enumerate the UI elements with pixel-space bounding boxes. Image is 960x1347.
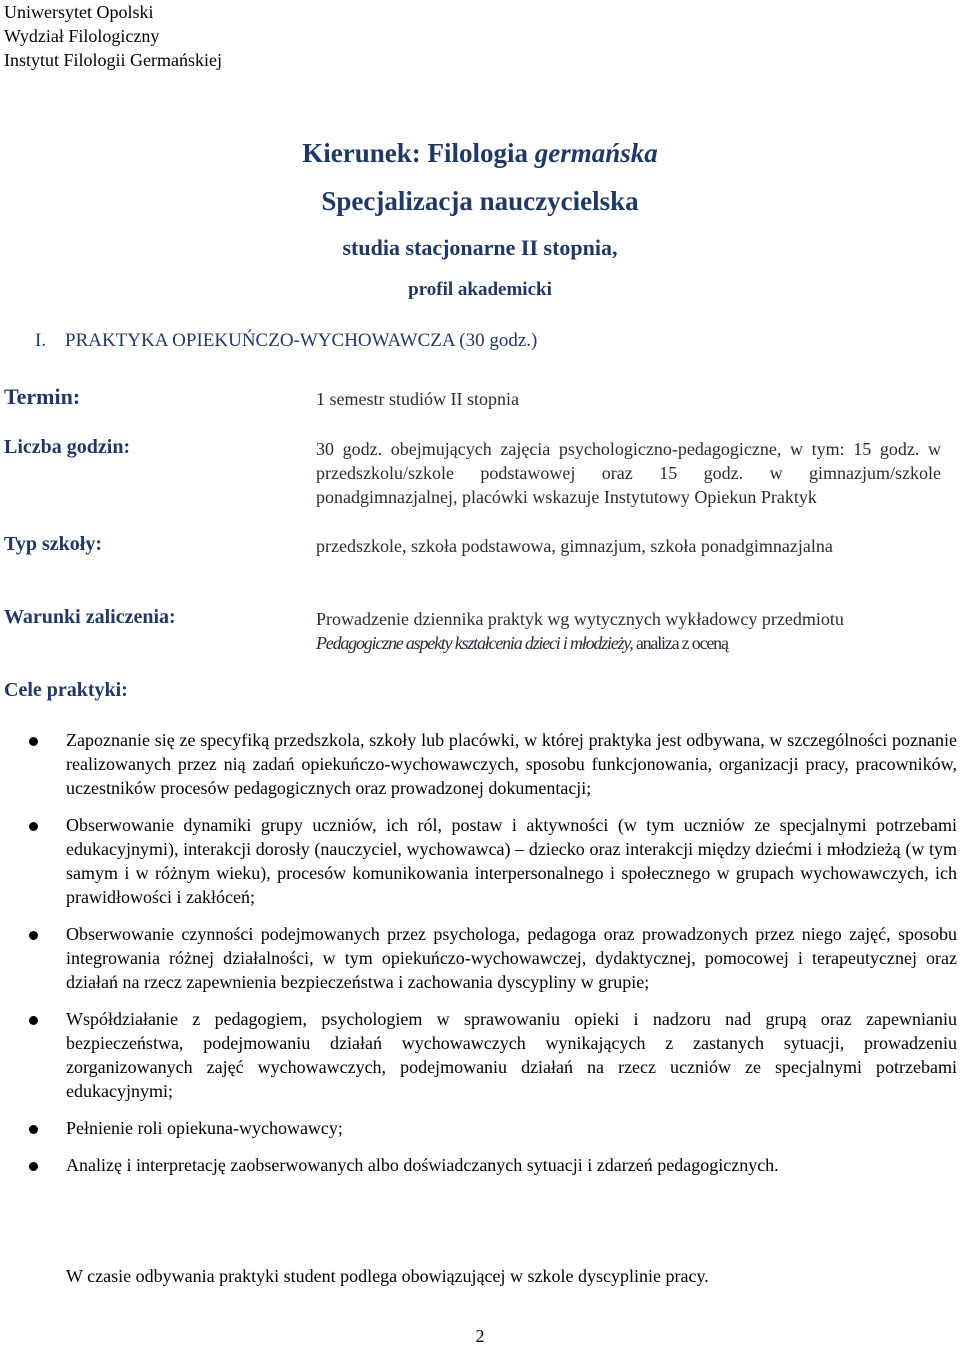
list-item xyxy=(66,1007,957,1103)
list-item xyxy=(66,922,957,994)
conditions-assessment: analiza z oceną xyxy=(632,633,728,653)
specialization-heading: Specjalizacja nauczycielska xyxy=(321,186,639,216)
goals-label: Cele praktyki: xyxy=(4,679,128,701)
list-item xyxy=(66,1116,957,1140)
section-title: PRAKTYKA OPIEKUŃCZO-WYCHOWAWCZA (30 godz.) xyxy=(65,330,538,351)
conditions-label: Warunki zaliczenia: xyxy=(4,606,176,628)
goal-text: Obserwowanie dynamiki grupy uczniów, ich ról, postaw i aktywności (w tym uczniów ze specjalnymi potrzebami edukacyjnymi), interakcji dorosły (nauczyciel, wychowawca) – dziecko oraz interakcji między dziećmi i młodzieżą (w tym samym i w różnym wieku), procesów komunikowania interpersonalnego i społecznego w grupach wychowawczych, ich prawidłowości i zakłóceń; xyxy=(66,815,957,907)
study-mode-heading: studia stacjonarne II stopnia, xyxy=(342,235,618,260)
goals-list xyxy=(0,728,960,1190)
section-number: I. xyxy=(35,330,47,351)
list-item xyxy=(66,1153,957,1177)
list-item xyxy=(66,813,957,909)
page-number: 2 xyxy=(475,1326,485,1346)
school-type-label: Typ szkoły: xyxy=(4,533,102,555)
hours-value: 30 godz. obejmujących zajęcia psychologiczno-pedagogiczne, w tym: 15 godz. w przedszkolu/szkole podstawowej oraz 15 godz. w gimnazjum/szkole ponadgimnazjalnej, placówki wskazuje Instytutowy Opiekun Praktyk xyxy=(316,439,941,507)
bullet-icon xyxy=(29,737,38,746)
goal-text: Pełnienie roli opiekuna-wychowawcy; xyxy=(66,1118,343,1138)
bullet-icon xyxy=(29,1016,38,1025)
field-of-study-prefix: Kierunek: Filologia xyxy=(302,138,535,168)
bullet-icon xyxy=(29,1162,38,1171)
goal-text: Współdziałanie z pedagogiem, psychologiem w sprawowaniu opieki i nadzoru nad grupą oraz zapewnianiu bezpieczeństwa, podejmowaniu działań wychowawczych wynikających z zastanych sytuacji, prowadzeniu zorganizowanych zajęć wychowawczych, podejmowaniu działań na rzecz uczniów ze specjalnymi potrzebami edukacyjnymi; xyxy=(66,1009,957,1101)
termin-value: 1 semestr studiów II stopnia xyxy=(316,389,519,409)
bullet-icon xyxy=(29,931,38,940)
university-name: Uniwersytet Opolski xyxy=(4,2,154,22)
institute-name: Instytut Filologii Germańskiej xyxy=(4,50,222,70)
list-item xyxy=(66,728,957,800)
bullet-icon xyxy=(29,1125,38,1134)
section-heading xyxy=(35,330,537,352)
school-type-value: przedszkole, szkoła podstawowa, gimnazjum, szkoła ponadgimnazjalna xyxy=(316,536,833,556)
conditions-course-name: Pedagogiczne aspekty kształcenia dzieci i młodzieży, xyxy=(316,633,633,653)
discipline-note: W czasie odbywania praktyki student podlega obowiązującej w szkole dyscyplinie pracy. xyxy=(66,1266,709,1286)
conditions-value xyxy=(316,607,941,655)
goal-text: Analizę i interpretację zaobserwowanych albo doświadczanych sytuacji i zdarzeń pedagogicznych. xyxy=(66,1155,779,1175)
goal-text: Zapoznanie się ze specyfiką przedszkola, szkoły lub placówki, w której praktyka jest odbywana, w szczególności poznanie realizowanych przez nią zadań opiekuńczo-wychowawczych, sposobu funkcjonowania, organizacji pracy, pracowników, uczestników procesów pedagogicznych oraz prowadzonej dokumentacji; xyxy=(66,730,957,798)
conditions-line-2 xyxy=(316,631,941,655)
hours-label: Liczba godzin: xyxy=(4,436,131,458)
field-of-study-italic: germańska xyxy=(534,138,658,168)
goal-text: Obserwowanie czynności podejmowanych przez psychologa, pedagoga oraz prowadzonych przez niego zajęć, sposobu integrowania różnej działalności, w tym opiekuńczo-wychowawczej, dydaktycznej, pomocowej i terapeutycznej oraz działań na rzecz zapewnienia bezpieczeństwa i zachowania dyscypliny w grupie; xyxy=(66,924,957,992)
faculty-name: Wydział Filologiczny xyxy=(4,26,160,46)
conditions-line-1: Prowadzenie dziennika praktyk wg wytycznych wykładowcy przedmiotu xyxy=(316,609,844,629)
termin-label: Termin: xyxy=(4,384,81,409)
profile-heading: profil akademicki xyxy=(408,279,552,300)
bullet-icon xyxy=(29,822,38,831)
field-of-study-heading xyxy=(0,138,960,169)
